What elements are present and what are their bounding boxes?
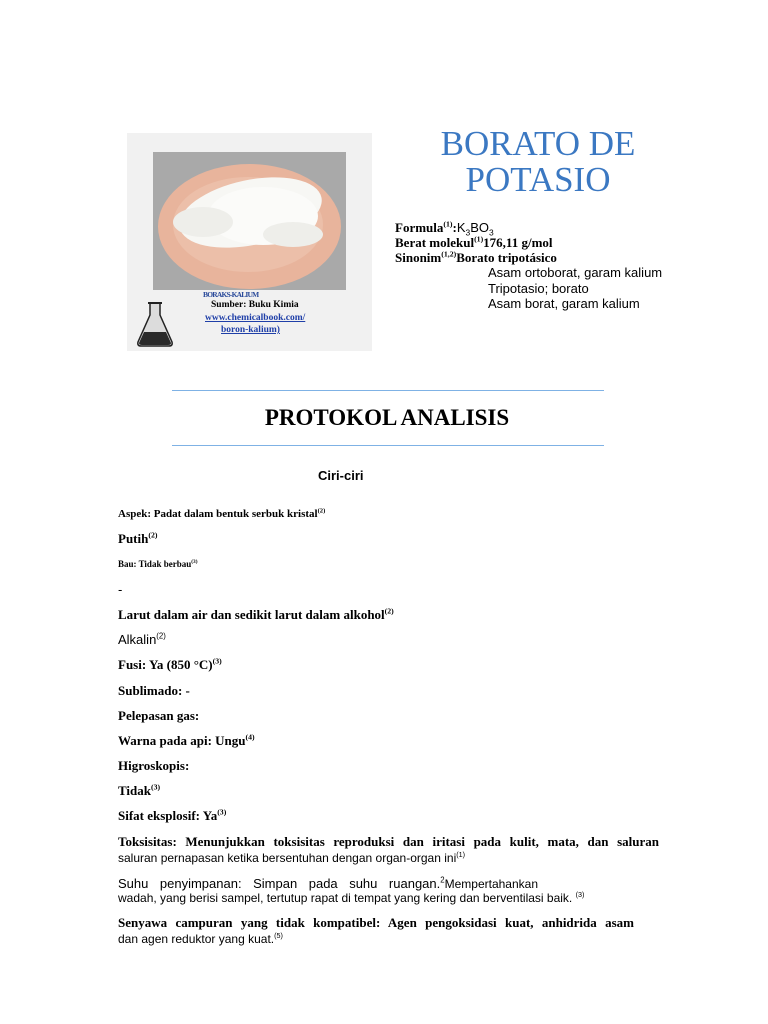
- subsection-heading: Ciri-ciri: [318, 468, 364, 483]
- title-line: BORATO DE: [440, 124, 636, 163]
- section-heading: PROTOKOL ANALISIS: [264, 405, 510, 430]
- property-pelepasan-gas: Pelepasan gas:: [118, 708, 200, 723]
- property-suhu-penyimpanan-continued: wadah, yang berisi sampel, tertutup rapat di tempat yang kering dan berventilasi baik. $^{(3)}$: [118, 890, 585, 905]
- property-senyawa-continued: dan agen reduktor yang kuat.$^{(5)}$: [118, 931, 283, 946]
- image-caption-name: BORAKS-KALIUM: [203, 290, 259, 299]
- property-senyawa-tidak-kompatibel: Senyawa campuran yang tidak kompatibel: Agen pengoksidasi kuat, anhidrida asam: [118, 915, 634, 930]
- property-dash: -: [118, 582, 123, 597]
- property-higroskopis: Higroskopis:: [118, 758, 190, 773]
- property-aspek: Aspek: Padat dalam bentuk serbuk kristal$^{(2)}$: [118, 507, 326, 520]
- property-eksplosif: Sifat eksplosif: Ya$^{(3)}$: [118, 807, 227, 823]
- property-larut: Larut dalam air dan sedikit larut dalam alkohol$^{(2)}$: [118, 606, 394, 622]
- powder-mound: [173, 207, 233, 237]
- image-caption-link[interactable]: www.chemicalbook.com/: [205, 313, 306, 323]
- property-toksisitas: Toksisitas: Menunjukkan toksisitas reproduksi dan iritasi pada kulit, mata, dan saluran: [118, 834, 659, 849]
- property-warna-api: Warna pada api: Ungu$^{(4)}$: [118, 732, 255, 748]
- property-tidak: Tidak$^{(3)}$: [118, 782, 161, 798]
- property-sublimado: Sublimado: -: [118, 683, 190, 698]
- formula-row: $Formula^{(1)}:K_3BO_3$: [395, 219, 494, 238]
- property-toksisitas-continued: saluran pernapasan ketika bersentuhan dengan organ-organ ini$^{(1)}$: [118, 850, 466, 865]
- flask-icon: [135, 300, 175, 348]
- title-line: POTASIO: [465, 160, 611, 199]
- property-bau: Bau: Tidak berbau$^{(3)}$: [118, 559, 198, 569]
- synonym-item: Asam borat, garam kalium: [488, 296, 640, 311]
- property-suhu-penyimpanan: Suhu penyimpanan: Simpan pada suhu ruangan.$^2$Mempertahankan: [118, 875, 538, 891]
- property-putih: Putih$^{(2)}$: [118, 530, 158, 546]
- powder-mound: [263, 222, 323, 247]
- property-alkalin: Alkalin$^{(2)}$: [118, 631, 166, 647]
- divider-bottom: [172, 445, 604, 446]
- synonym-item: Tripotasio; borato: [488, 281, 589, 296]
- image-caption-link-continued[interactable]: boron-kalium): [221, 325, 280, 335]
- image-caption-source: Sumber: Buku Kimia: [211, 300, 299, 310]
- synonym-row: Sinonim$^{(1,2)}$Borato tripotásico: [395, 249, 557, 265]
- molecular-weight-row: Berat molekul$^{(1)}$176,11 g/mol: [395, 234, 553, 250]
- document-title: [392, 126, 684, 198]
- product-photo: [153, 152, 346, 290]
- divider-top: [172, 390, 604, 391]
- synonym-item: Asam ortoborat, garam kalium: [488, 265, 663, 280]
- property-fusi: Fusi: Ya (850 °C)$^{(3)}$: [118, 656, 222, 672]
